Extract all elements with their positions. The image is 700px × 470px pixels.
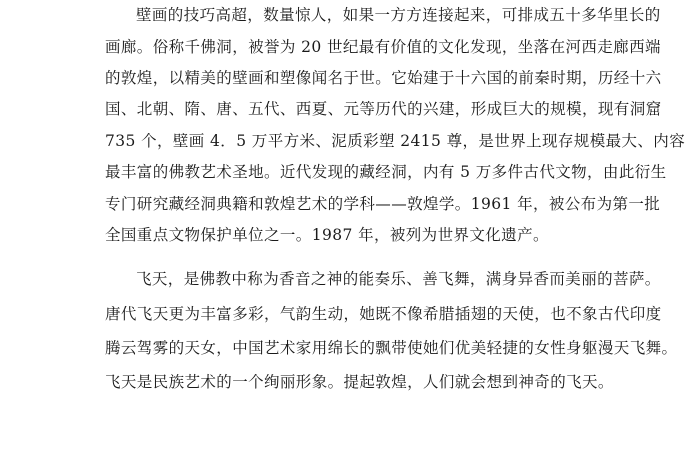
paragraph-line: 全国重点文物保护单位之一。1987 年，被列为世界文化遗产。: [105, 226, 549, 244]
paragraph-line: 最丰富的佛教艺术圣地。近代发现的藏经洞，内有 5 万多件古代文物，由此衍生: [105, 163, 667, 181]
paragraph-line: 唐代飞天更为丰富多彩，气韵生动，她既不像希腊插翅的天使，也不象古代印度: [105, 305, 662, 323]
paragraph-line: 飞天是民族艺术的一个绚丽形象。提起敦煌，人们就会想到神奇的飞天。: [105, 373, 614, 391]
paragraph-line: 的敦煌，以精美的壁画和塑像闻名于世。它始建于十六国的前秦时期，历经十六: [105, 69, 662, 87]
paragraph-line: 腾云驾雾的天女，中国艺术家用绵长的飘带使她们优美轻捷的女性身躯漫天飞舞。: [105, 339, 678, 357]
paragraph-line: 画廊。俗称千佛洞，被誉为 20 世纪最有价值的文化发现，坐落在河西走廊西端: [105, 38, 661, 56]
paragraph-line: 735 个，壁画 4．5 万平方米、泥质彩塑 2415 尊，是世界上现存规模最大、内容: [105, 132, 686, 150]
paragraph-line: 飞天，是佛教中称为香音之神的能奏乐、善飞舞，满身异香而美丽的菩萨。: [136, 270, 661, 288]
paragraph-line: 壁画的技巧高超，数量惊人，如果一方方连接起来，可排成五十多华里长的: [136, 6, 661, 24]
paragraph-line: 国、北朝、隋、唐、五代、西夏、元等历代的兴建，形成巨大的规模，现有洞窟: [105, 100, 662, 118]
paragraph-line: 专门研究藏经洞典籍和敦煌艺术的学科——敦煌学。1961 年，被公布为第一批: [105, 195, 661, 213]
